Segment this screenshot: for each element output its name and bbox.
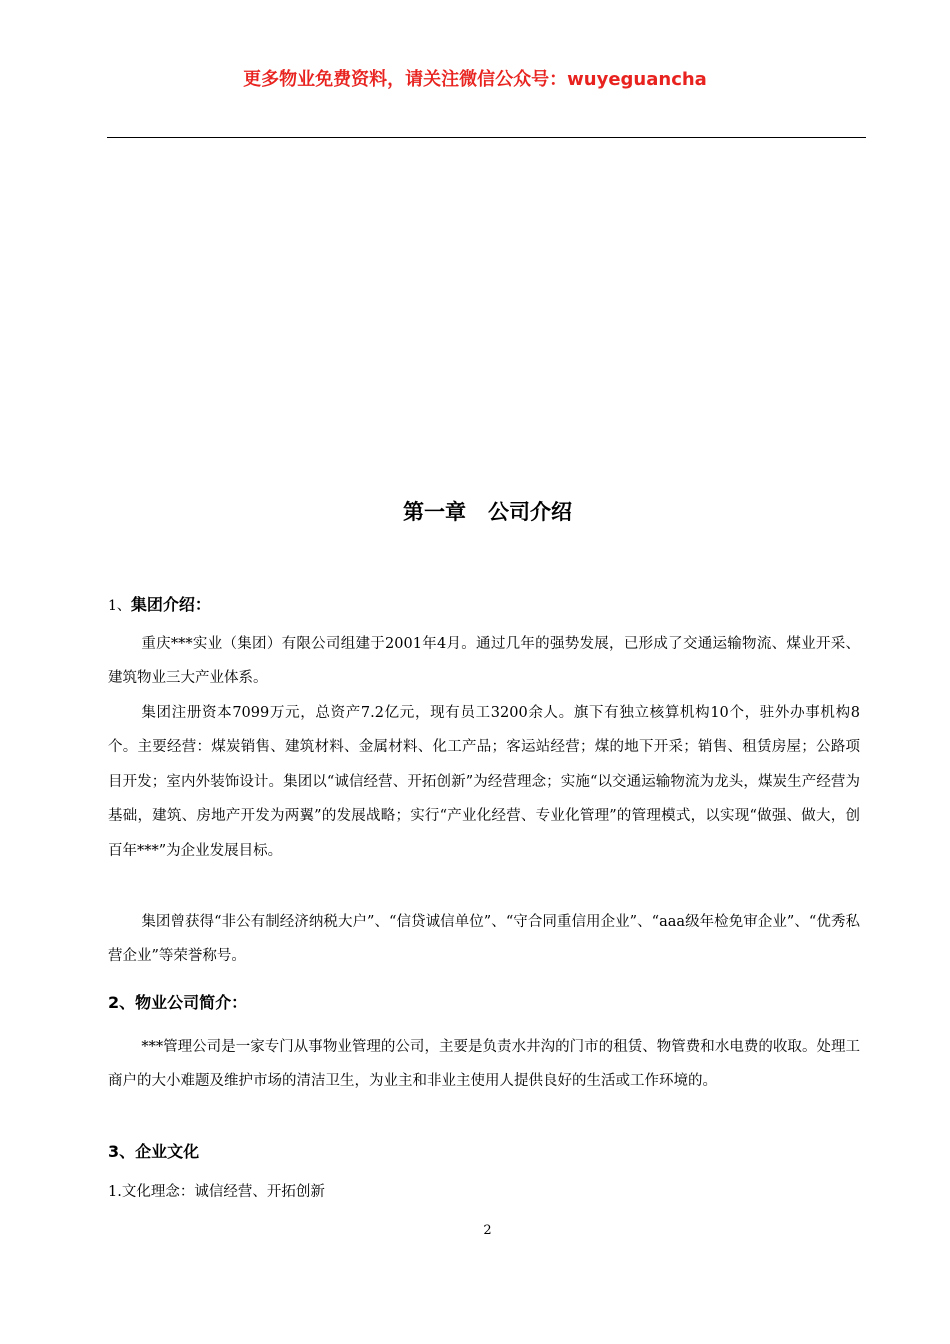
paragraph: 集团曾获得“非公有制经济纳税大户”、“信贷诚信单位”、“守合同重信用企业”、“aaa级年检免审企业”、“优秀私营企业”等荣誉称号。 <box>108 914 860 965</box>
chapter-title: 第一章 公司介绍 <box>403 500 572 524</box>
page-number: 2 <box>483 1223 492 1238</box>
list-item: 1.文化理念：诚信经营、开拓创新 <box>108 1184 325 1200</box>
section-number: 3、 <box>108 1142 136 1161</box>
header-banner: 更多物业免费资料，请关注微信公众号：wuyeguancha <box>243 69 707 90</box>
section-title: 物业公司简介： <box>135 993 248 1012</box>
section-title: 集团介绍： <box>130 595 211 614</box>
paragraph: 集团注册资本7099万元，总资产7.2亿元，现有员工3200余人。旗下有独立核算机构10个，驻外办事机构8个。主要经营：煤炭销售、建筑材料、金属材料、化工产品；客运站经营；煤的地下开采；销售、租赁房屋；公路项目开发；室内外装饰设计。集团以“诚信经营、开拓创新”为经营理念；实施“以交通运输物流为龙头，煤炭生产经营为基础，建筑、房地产开发为两翼”的发展战略；实行“产业化经营、专业化管理”的管理模式，以实现“做强、做大，创百年***”为企业发展目标。 <box>108 705 860 859</box>
section-number: 1、 <box>108 598 131 614</box>
paragraph: ***管理公司是一家专门从事物业管理的公司，主要是负责水井沟的门市的租赁、物管费和水电费的收取。处理工商户的大小难题及维护市场的清洁卫生，为业主和非业主使用人提供良好的生活或工作环境的。 <box>108 1039 860 1090</box>
section-title: 企业文化 <box>135 1142 200 1161</box>
section-heading-corporate-culture <box>108 1139 199 1165</box>
section-heading-property-company <box>108 990 247 1016</box>
paragraph: 重庆***实业（集团）有限公司组建于2001年4月。通过几年的强势发展，已形成了交通运输物流、煤业开采、建筑物业三大产业体系。 <box>108 636 860 687</box>
section-number: 2、 <box>108 993 136 1012</box>
section-heading-group-intro <box>108 592 211 619</box>
header-divider <box>107 137 866 138</box>
